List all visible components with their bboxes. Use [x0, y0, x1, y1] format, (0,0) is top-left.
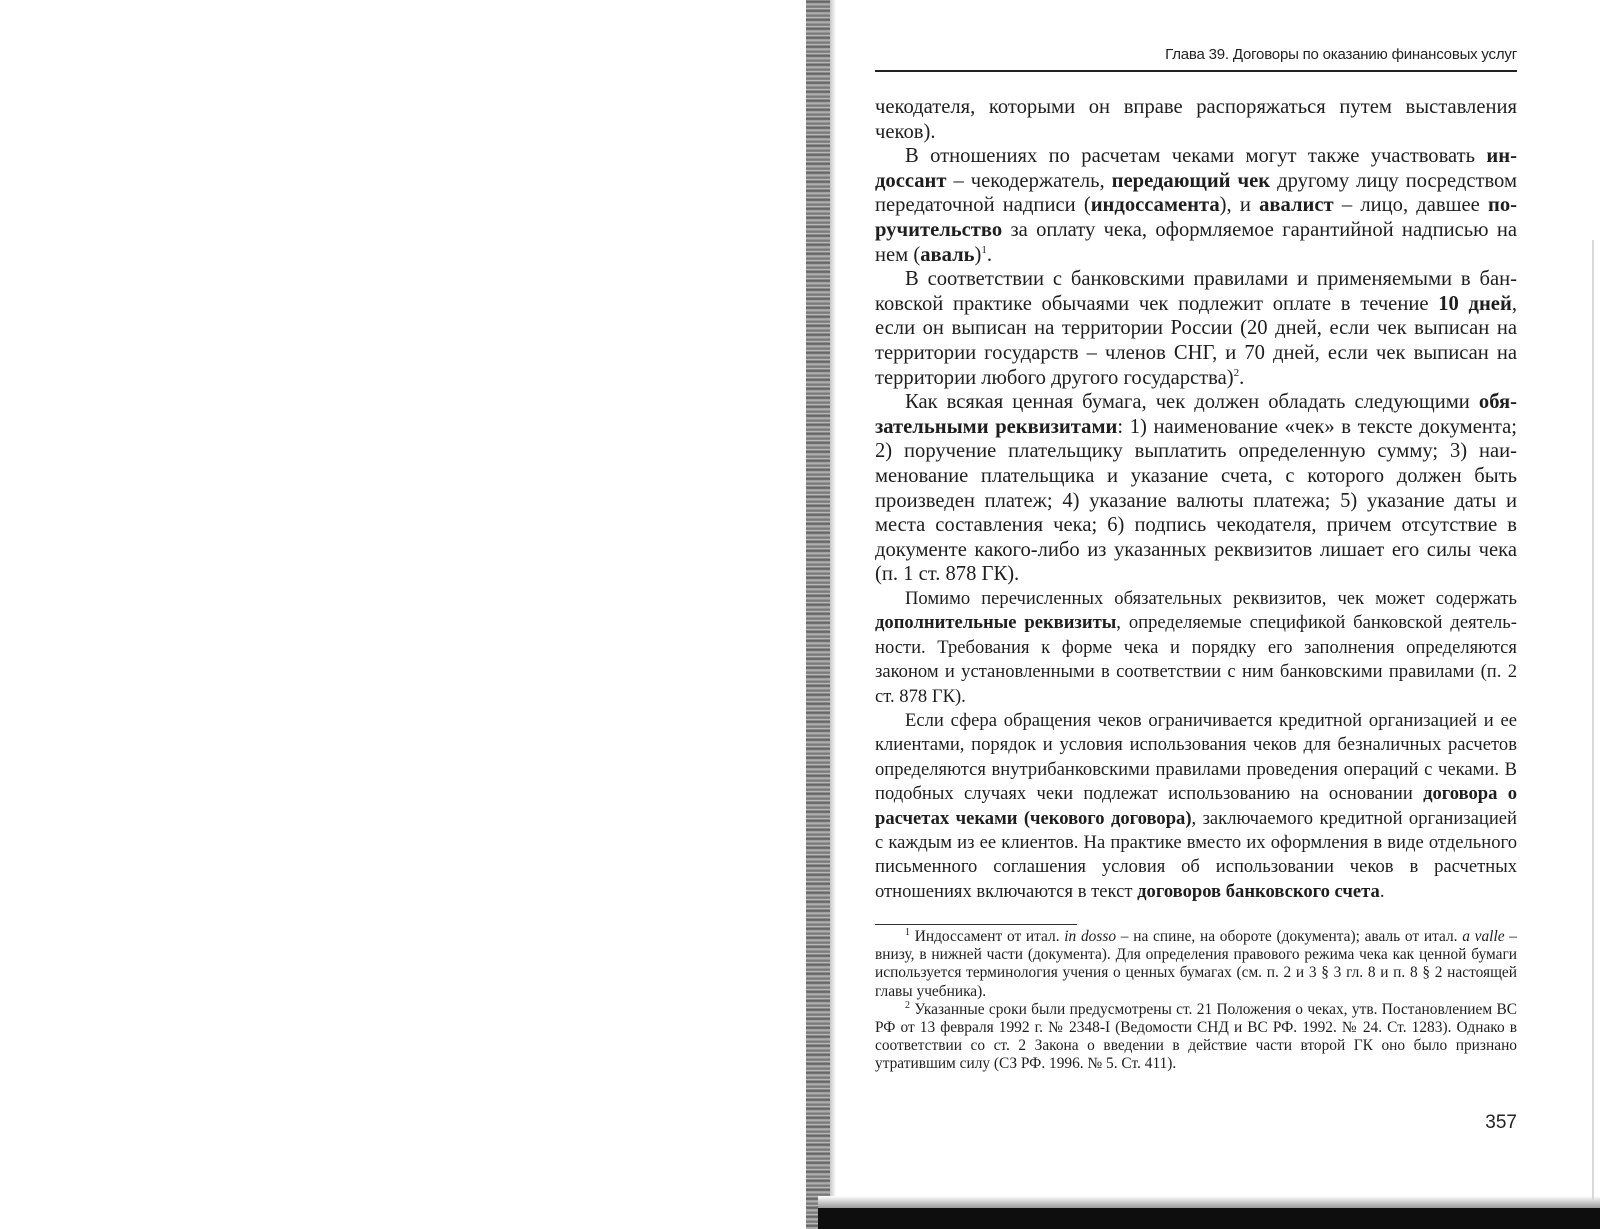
term-avalist: авалист [1259, 194, 1334, 217]
spine-gradient [830, 0, 836, 1229]
bottom-scan-border [818, 1208, 1600, 1229]
header-rule [875, 70, 1517, 72]
footnote-1: $^1$ Индоссамент от итал. in dosso – на спине, на обороте (документа); аваль от итал. a valle – внизу, в нижней части (документа). Для определения правового режима чека как ценной бумаги используется терминология учения о ценных бумагах (см. п. 2 и 3 § 3 гл. 8 и п. 8 § 2 настоящей главы учебника). [875, 926, 1517, 1000]
book-page [875, 0, 1517, 1200]
paragraph-endorsement: В отношениях по расчетам чеками могут также участвовать индоссант – чекодержатель, передающий чек другому лицу посредством передаточной надписи (индоссамента), и авалист – лицо, давшее поручительство за оплату чека, оформляемое гарантийной надписью на нем (аваль)$^1$. [875, 145, 1517, 266]
paragraph-payment-term: В соответствии с банковскими правилами и применяемыми в банковской практике обычаями чек подлежит оплате в течение 10 дней, если он выписан на территории России (20 дней, если чек выписан на территории государств – членов СНГ, и 70 дней, если чек выписан на территории любого другого государства)$^2$. [875, 268, 1517, 389]
book-spine-shadow [806, 0, 832, 1229]
body-text [875, 95, 1517, 904]
term-indossament: индоссамента [1090, 194, 1220, 217]
term-ten-days: 10 дней [1438, 292, 1512, 315]
footnote-ref-1[interactable]: 1 [981, 243, 987, 256]
term-additional-details: дополнительные реквизиты [875, 612, 1117, 634]
footnote-rule [875, 924, 1077, 925]
term-mandatory-details: обязательными реквизитами [875, 391, 1517, 438]
term-check-agreement: договора о расчетах чеками (чекового договора) [875, 783, 1517, 829]
term-guarantee: поручительство [875, 194, 1517, 241]
paragraph-check-agreement: Если сфера обращения чеков ограничивается кредитной организацией и ее клиентами, порядок и условия использования чеков для безналичных расчетов определяются внутрибанковскими правилами проведения операций с чеками. В подобных случаях чеки подлежат использованию на основании договора о расчетах чеками (чекового договора), заключаемого кредитной организацией с каждым из ее клиентов. На практике вместо их оформления в виде отдельного письменного соглашения условия об использовании чеков в расчетных отношениях включаются в текст договоров банковского счета. [875, 709, 1517, 902]
paragraph-additional-details: Помимо перечисленных обязательных реквизитов, чек может содержать дополнительные реквизиты, определяемые спецификой банковской деятельности. Требования к форме чека и порядку его заполнения определяются законом и установленными в соответствии с ним банковскими правилами (п. 2 ст. 878 ГК). [875, 587, 1517, 707]
running-head: Глава 39. Договоры по оказанию финансовых услуг [1165, 46, 1517, 63]
footnote-2: $^2$ Указанные сроки были предусмотрены ст. 21 Положения о чеках, утв. Постановлением ВС РФ от 13 февраля 1992 г. № 2348-I (Ведомости СНД и ВС РФ. 1992. № 24. Ст. 1283). Однако в соответствии со ст. 2 Закона о введении в действие части второй ГК оно было признано утратившим силу (СЗ РФ. 1996. № 5. Ст. 411). [875, 999, 1517, 1073]
footnote-ref-2[interactable]: 2 [1233, 366, 1240, 379]
term-indossant: индоссант [875, 145, 1517, 192]
term-aval: аваль [920, 243, 975, 266]
right-page-edge [1592, 240, 1594, 1200]
paragraph-continuation: чекодателя, которыми он вправе распоряжаться путем выставления чеков). [875, 96, 1517, 143]
footnotes [875, 928, 1517, 1074]
term-bank-account-agreements: договоров банковского счета [1137, 880, 1380, 902]
page-number: 357 [1485, 1112, 1517, 1133]
paragraph-mandatory-details: Как всякая ценная бумага, чек должен обладать следующими обязательными реквизитами: 1) наименование «чек» в тексте документа; 2) поручение плательщику выплатить определенную сумму; 3) наименование плательщика и указание счета, с которого должен быть произведен платеж; 4) указание валюты платежа; 5) указание даты и места составления чека; 6) подпись чекодателя, причем отсутствие в документе какого-либо из указанных реквизитов лишает его силы чека (п. 1 ст. 878 ГК). [875, 391, 1517, 586]
term-transferring-check: передающий чек [1111, 169, 1271, 192]
